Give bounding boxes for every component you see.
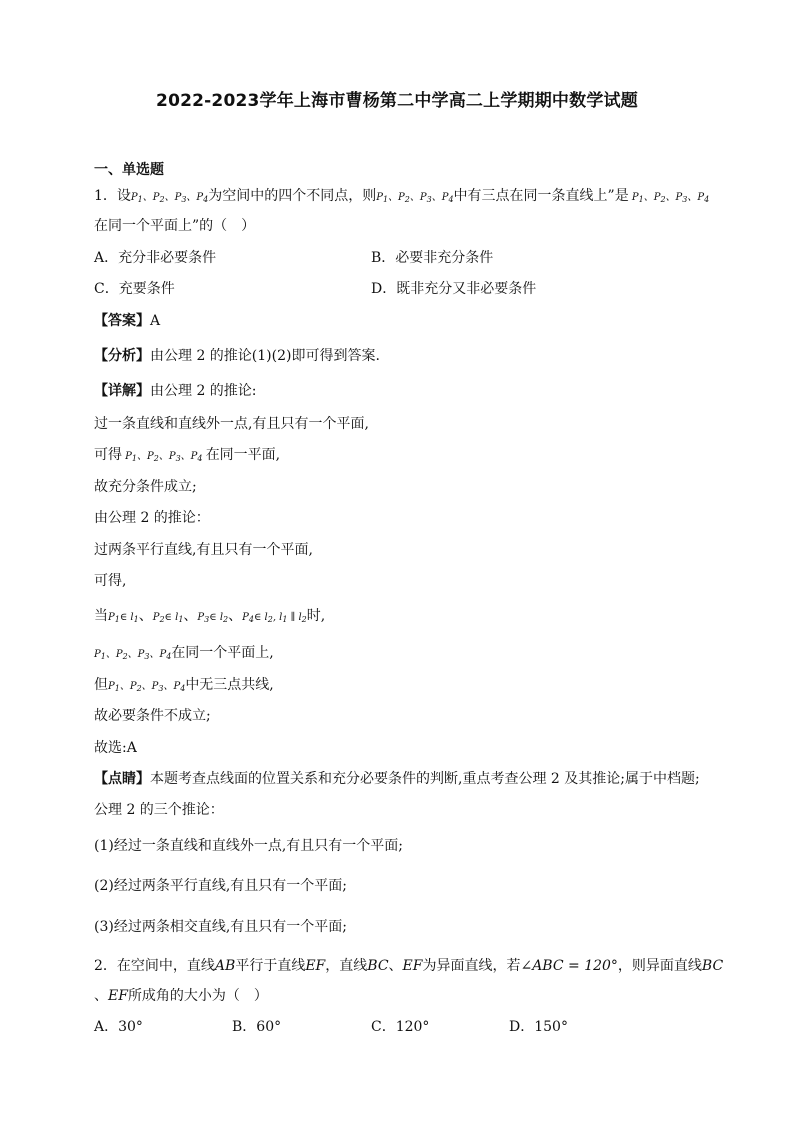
q1-option-a: A．充分非必要条件 xyxy=(94,250,217,266)
q1-detail-12: 故选:A xyxy=(94,740,137,756)
q2-option-b: B．60° xyxy=(232,1019,282,1035)
q2-option-a: A．30° xyxy=(94,1019,143,1035)
q1-detail-6: 过两条平行直线,有且只有一个平面, xyxy=(94,542,313,558)
q1-detail-11: 故必要条件不成立; xyxy=(94,708,211,724)
page-title: 2022-2023学年上海市曹杨第二中学高二上学期期中数学试题 xyxy=(156,91,638,111)
q1-analysis: 【分析】由公理 2 的推论(1)(2)即可得到答案. xyxy=(94,348,380,364)
q1-option-b: B．必要非充分条件 xyxy=(371,250,494,266)
q1-detail-5: 由公理 2 的推论： xyxy=(94,510,210,526)
q1-detail-3: 可得 $P_1$、$P_2$、$P_3$、$P_4$ 在同一平面, xyxy=(94,447,281,463)
q1-corollary-intro: 公理 2 的三个推论： xyxy=(94,802,224,818)
q1-corollary-2: (2)经过两条平行直线,有且只有一个平面; xyxy=(94,878,347,894)
q1-option-c: C．充要条件 xyxy=(94,281,175,297)
q1-stem-line2: 在同一个平面上”的（ ） xyxy=(94,218,256,234)
q1-stem-line1: 1．设$P_1$、$P_2$、$P_3$、$P_4$为空间中的四个不同点，则$P_1$、$P_2$、$P_3$、$P_4$中有三点在同一条直线上”是 $P_1$、$P_2$、$P_3$、$P_4$ xyxy=(94,188,710,204)
q1-detail-9: $P_1$、$P_2$、$P_3$、$P_4$在同一个平面上, xyxy=(94,645,274,661)
q1-detail-2: 过一条直线和直线外一点,有且只有一个平面, xyxy=(94,416,369,432)
q2-option-d: D．150° xyxy=(509,1019,568,1035)
q1-detail-1: 【详解】由公理 2 的推论: xyxy=(94,383,257,399)
q1-detail-7: 可得, xyxy=(94,573,127,589)
q1-corollary-3: (3)经过两条相交直线,有且只有一个平面; xyxy=(94,919,347,935)
q1-detail-8: 当$P_1\in$ $l_1$、$P_2\in$ $l_1$、$P_3\in$ $l_2$、$P_4\in$ $l_2$, $l_1$ ∥ $l_2$时, xyxy=(94,608,326,624)
section-heading: 一、单选题 xyxy=(94,162,164,178)
q1-detail-10: 但$P_1$、$P_2$、$P_3$、$P_4$中无三点共线, xyxy=(94,677,274,693)
q2-stem-line2: 、EF所成角的大小为（ ） xyxy=(94,988,268,1004)
q1-corollary-1: (1)经过一条直线和直线外一点,有且只有一个平面; xyxy=(94,838,403,854)
q2-stem-line1: 2．在空间中，直线AB平行于直线EF，直线BC、EF为异面直线，若∠ABC = 120°，则异面直线BC xyxy=(94,958,724,974)
q1-detail-4: 故充分条件成立; xyxy=(94,479,197,495)
q1-option-d: D．既非充分又非必要条件 xyxy=(371,281,537,297)
q1-comment: 【点睛】本题考查点线面的位置关系和充分必要条件的判断,重点考查公理 2 及其推论;属于中档题; xyxy=(94,771,700,787)
q2-option-c: C．120° xyxy=(371,1019,430,1035)
q1-answer: 【答案】A xyxy=(94,313,161,329)
